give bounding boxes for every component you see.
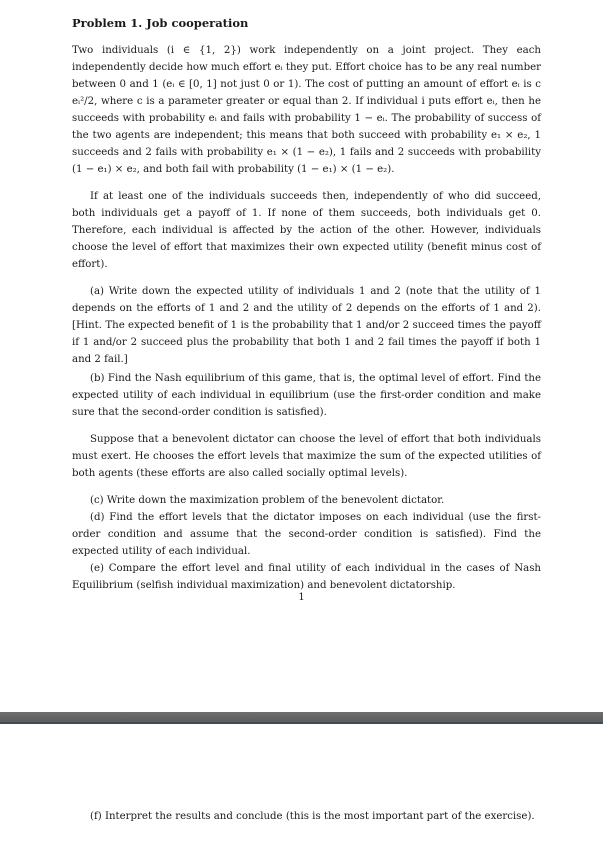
page-1-content bbox=[72, 16, 541, 594]
question-a-text: (a) Write down the expected utility of individuals 1 and 2 (note that the utility of 1 depends on the efforts of 1 and 2 and the utility of 2 depends on the efforts of 1 and 2). [Hint. The expected benefit of 1 is the probability that 1 and/or 2 succeed times the payoff if 1 and/or 2 succeed plus the probability that both 1 and 2 fail times the payoff if both 1 and 2 fail.] bbox=[72, 286, 541, 365]
question-d bbox=[72, 509, 541, 560]
page-number: 1 bbox=[298, 592, 305, 603]
question-f bbox=[72, 808, 541, 825]
question-e bbox=[72, 560, 541, 594]
page-2-content bbox=[72, 808, 541, 825]
document-page-2 bbox=[0, 724, 603, 855]
question-f-text: (f) Interpret the results and conclude (this is the most important part of the exercise). bbox=[90, 811, 535, 822]
page-separator bbox=[0, 712, 603, 722]
question-d-text: (d) Find the effort levels that the dictator imposes on each individual (use the first-order condition and assume that the second-order condition is satisfied). Find the expected utility of each individual. bbox=[72, 512, 541, 557]
paragraph-dictator bbox=[72, 431, 541, 482]
paragraph-setup-text: Two individuals (i ∈ {1, 2}) work independently on a joint project. They each independently decide how much effort eᵢ they put. Effort choice has to be any real number between 0 and 1 (eᵢ ∈ [0, 1] not just 0 or 1). The cost of putting an amount of effort eᵢ is c eᵢ²/2, where c is a parameter greater or equal than 2. If individual i puts effort eᵢ, then he succeeds with probability eᵢ and fails with probability 1 − eᵢ. The probability of success of the two agents are independent; this means that both succeed with probability e₁ × e₂, 1 succeeds and 2 fails with probability e₁ × (1 − e₂), 1 fails and 2 succeeds with probability (1 − e₁) × e₂, and both fail with probability (1 − e₁) × (1 − e₂). bbox=[72, 45, 541, 175]
question-e-text: (e) Compare the effort level and final utility of each individual in the cases of Nash Equilibrium (selfish individual maximization) and benevolent dictatorship. bbox=[72, 563, 541, 591]
question-b bbox=[72, 370, 541, 421]
question-c-text: (c) Write down the maximization problem of the benevolent dictator. bbox=[90, 495, 445, 506]
question-b-text: (b) Find the Nash equilibrium of this game, that is, the optimal level of effort. Find the expected utility of each individual in equilibrium (use the first-order condition and make sure that the second-order condition is satisfied). bbox=[72, 373, 541, 418]
question-a bbox=[72, 283, 541, 368]
paragraph-setup bbox=[72, 42, 541, 178]
paragraph-dictator-text: Suppose that a benevolent dictator can choose the level of effort that both individuals must exert. He chooses the effort levels that maximize the sum of the expected utilities of both agents (these efforts are also called socially optimal levels). bbox=[72, 434, 541, 479]
paragraph-payoff bbox=[72, 188, 541, 273]
question-c bbox=[72, 492, 541, 509]
problem-title: Problem 1. Job cooperation bbox=[72, 16, 249, 30]
paragraph-payoff-text: If at least one of the individuals succeeds then, independently of who did succeed, both individuals get a payoff of 1. If none of them succeeds, both individuals get 0. Therefore, each individual is affected by the action of the other. However, individuals choose the level of effort that maximizes their own expected utility (benefit minus cost of effort). bbox=[72, 191, 541, 270]
